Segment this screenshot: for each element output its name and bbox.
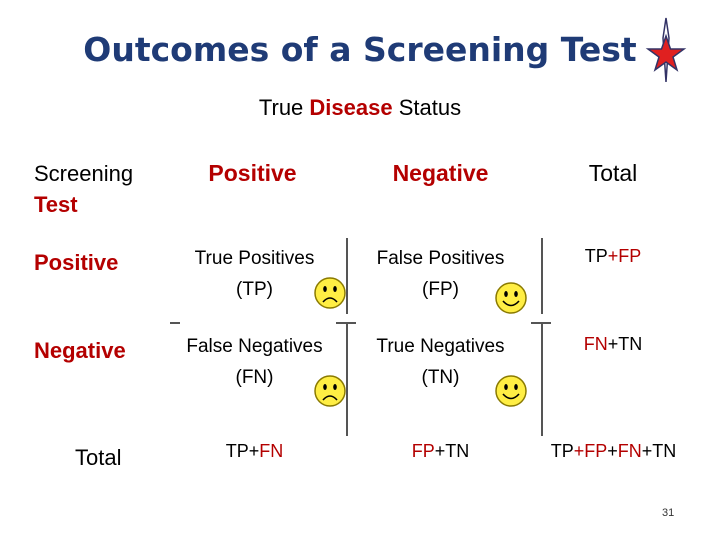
grid-tick-center	[336, 322, 356, 324]
total-term: FN	[617, 441, 642, 461]
total-term: TP	[225, 441, 249, 461]
corner-header	[34, 158, 133, 220]
total-term: TN	[445, 441, 470, 461]
total-operator: +	[607, 334, 619, 354]
total-operator: +	[434, 441, 446, 461]
column-header-positive: Positive	[208, 160, 297, 186]
subtitle-emphasis: Disease	[309, 95, 393, 120]
column-total-positive	[172, 441, 337, 462]
row-label-negative: Negative	[34, 338, 126, 363]
total-term: FN	[259, 441, 284, 461]
row-total-positive	[548, 246, 678, 267]
corner-line1: Screening	[34, 161, 134, 186]
total-operator: +	[573, 441, 585, 461]
grid-tick-left	[170, 322, 180, 324]
subtitle-post: Status	[398, 95, 462, 120]
page-number: 31	[662, 507, 675, 519]
sad-face-icon	[313, 374, 347, 408]
slide-title: Outcomes of a Screening Test	[83, 30, 637, 69]
total-term: FP	[618, 246, 642, 266]
cell-title: False Positives	[376, 248, 505, 269]
cell-title: False Negatives	[186, 336, 323, 357]
star-icon	[641, 16, 691, 84]
total-term: TN	[618, 334, 643, 354]
total-term: FP	[411, 441, 435, 461]
table-subtitle	[0, 95, 720, 121]
column-header-negative: Negative	[392, 160, 489, 186]
column-total-negative	[358, 441, 523, 462]
column-header-total: Total	[588, 160, 638, 186]
cell-title: True Negatives	[376, 336, 505, 357]
sad-face-icon	[313, 276, 347, 310]
grid-vertical-right-bottom	[541, 322, 543, 436]
total-operator: +	[248, 441, 260, 461]
happy-face-icon	[494, 374, 528, 408]
cell-abbrev: (TN)	[421, 367, 460, 388]
row-total-negative	[548, 334, 678, 355]
row-label-positive: Positive	[34, 250, 119, 275]
happy-face-icon	[494, 281, 528, 315]
grid-vertical-right-top	[541, 238, 543, 314]
cell-abbrev: (FN)	[235, 367, 274, 388]
cell-abbrev: (TP)	[236, 279, 273, 300]
total-operator: +	[607, 441, 618, 461]
total-term: FN	[583, 334, 608, 354]
grand-total	[536, 441, 691, 462]
total-term: TN	[652, 441, 677, 461]
row-label-total: Total	[75, 445, 122, 470]
cell-title: True Positives	[194, 248, 315, 269]
total-term: FP	[584, 441, 608, 461]
total-operator: +	[641, 441, 653, 461]
total-operator: +	[607, 246, 619, 266]
total-term: TP	[550, 441, 574, 461]
subtitle-pre: True	[258, 95, 304, 120]
grid-tick-right	[531, 322, 551, 324]
cell-abbrev: (FP)	[422, 279, 459, 300]
corner-line2: Test	[34, 192, 78, 217]
total-term: TP	[584, 246, 608, 266]
